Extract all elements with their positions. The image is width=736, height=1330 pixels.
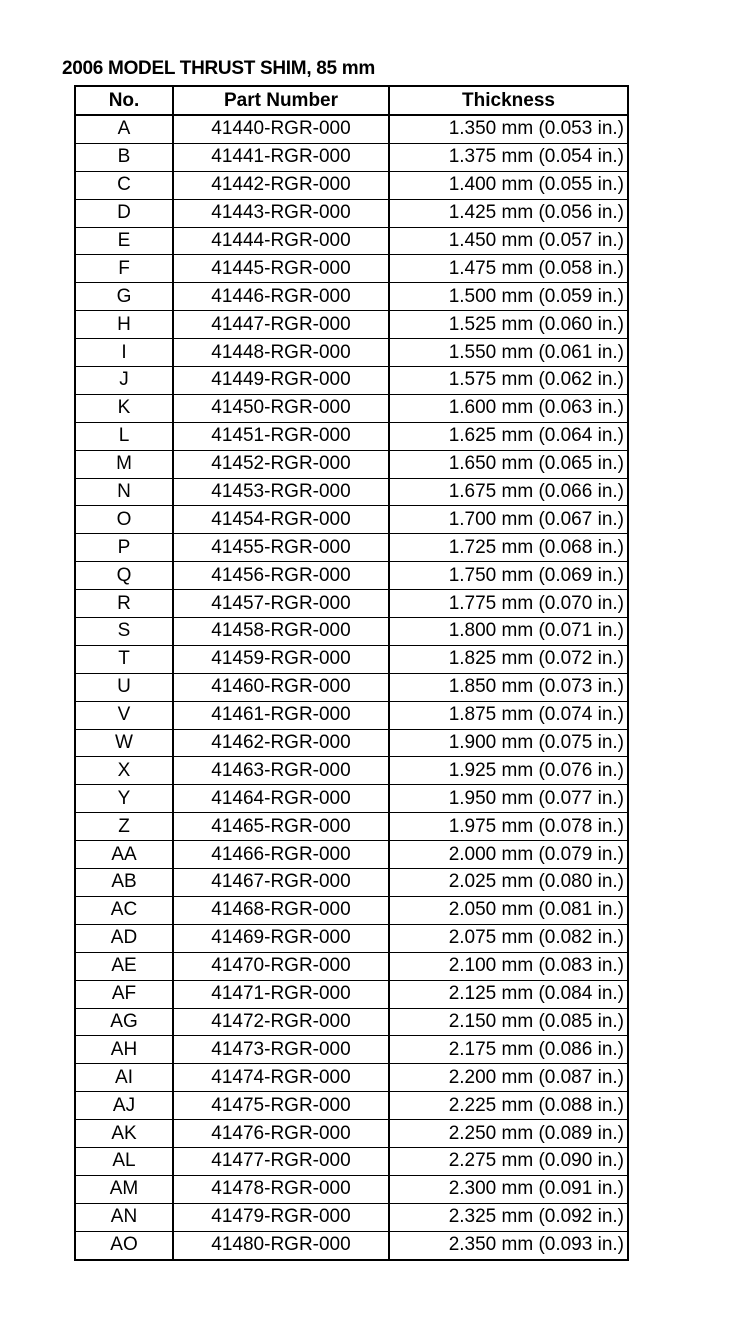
cell-no: AB <box>75 869 173 897</box>
cell-thickness: 2.150 mm (0.085 in.) <box>389 1008 628 1036</box>
cell-thickness: 1.550 mm (0.061 in.) <box>389 339 628 367</box>
table-row <box>75 924 628 952</box>
cell-no: I <box>75 339 173 367</box>
cell-thickness: 2.075 mm (0.082 in.) <box>389 924 628 952</box>
cell-thickness: 1.425 mm (0.056 in.) <box>389 199 628 227</box>
cell-thickness: 2.025 mm (0.080 in.) <box>389 869 628 897</box>
cell-no: O <box>75 506 173 534</box>
cell-no: AJ <box>75 1092 173 1120</box>
cell-thickness: 1.450 mm (0.057 in.) <box>389 227 628 255</box>
cell-no: G <box>75 283 173 311</box>
cell-part-number: 41477-RGR-000 <box>173 1147 389 1175</box>
cell-part-number: 41442-RGR-000 <box>173 171 389 199</box>
cell-no: K <box>75 394 173 422</box>
cell-part-number: 41473-RGR-000 <box>173 1036 389 1064</box>
cell-no: Q <box>75 562 173 590</box>
cell-part-number: 41479-RGR-000 <box>173 1203 389 1231</box>
cell-thickness: 1.750 mm (0.069 in.) <box>389 562 628 590</box>
cell-no: N <box>75 478 173 506</box>
cell-no: M <box>75 450 173 478</box>
cell-thickness: 2.125 mm (0.084 in.) <box>389 980 628 1008</box>
cell-part-number: 41472-RGR-000 <box>173 1008 389 1036</box>
cell-part-number: 41447-RGR-000 <box>173 311 389 339</box>
table-row <box>75 199 628 227</box>
cell-no: AC <box>75 896 173 924</box>
table-row <box>75 367 628 395</box>
cell-thickness: 2.100 mm (0.083 in.) <box>389 952 628 980</box>
cell-part-number: 41469-RGR-000 <box>173 924 389 952</box>
cell-part-number: 41462-RGR-000 <box>173 729 389 757</box>
cell-part-number: 41470-RGR-000 <box>173 952 389 980</box>
column-header-no: No. <box>75 86 173 115</box>
cell-part-number: 41458-RGR-000 <box>173 618 389 646</box>
cell-part-number: 41456-RGR-000 <box>173 562 389 590</box>
table-row <box>75 506 628 534</box>
cell-thickness: 1.375 mm (0.054 in.) <box>389 143 628 171</box>
table-row <box>75 283 628 311</box>
thrust-shim-table <box>74 85 629 1261</box>
cell-no: T <box>75 645 173 673</box>
cell-thickness: 1.500 mm (0.059 in.) <box>389 283 628 311</box>
table-row <box>75 1008 628 1036</box>
cell-no: R <box>75 590 173 618</box>
cell-no: L <box>75 422 173 450</box>
cell-part-number: 41464-RGR-000 <box>173 785 389 813</box>
cell-thickness: 2.250 mm (0.089 in.) <box>389 1120 628 1148</box>
cell-thickness: 2.275 mm (0.090 in.) <box>389 1147 628 1175</box>
cell-no: Y <box>75 785 173 813</box>
cell-thickness: 1.725 mm (0.068 in.) <box>389 534 628 562</box>
cell-thickness: 1.350 mm (0.053 in.) <box>389 115 628 143</box>
cell-no: AO <box>75 1231 173 1259</box>
cell-thickness: 1.975 mm (0.078 in.) <box>389 813 628 841</box>
table-row <box>75 227 628 255</box>
cell-thickness: 1.900 mm (0.075 in.) <box>389 729 628 757</box>
cell-part-number: 41453-RGR-000 <box>173 478 389 506</box>
cell-part-number: 41460-RGR-000 <box>173 673 389 701</box>
cell-part-number: 41475-RGR-000 <box>173 1092 389 1120</box>
table-row <box>75 143 628 171</box>
table-row <box>75 673 628 701</box>
cell-part-number: 41471-RGR-000 <box>173 980 389 1008</box>
cell-thickness: 2.050 mm (0.081 in.) <box>389 896 628 924</box>
cell-thickness: 1.475 mm (0.058 in.) <box>389 255 628 283</box>
cell-part-number: 41443-RGR-000 <box>173 199 389 227</box>
cell-thickness: 2.000 mm (0.079 in.) <box>389 841 628 869</box>
table-row <box>75 757 628 785</box>
cell-no: AL <box>75 1147 173 1175</box>
table-row <box>75 478 628 506</box>
cell-no: E <box>75 227 173 255</box>
table-row <box>75 618 628 646</box>
cell-thickness: 1.875 mm (0.074 in.) <box>389 701 628 729</box>
table-row <box>75 115 628 143</box>
cell-no: AD <box>75 924 173 952</box>
table-row <box>75 785 628 813</box>
cell-no: Z <box>75 813 173 841</box>
table-row <box>75 1092 628 1120</box>
cell-part-number: 41444-RGR-000 <box>173 227 389 255</box>
table-row <box>75 562 628 590</box>
cell-thickness: 1.625 mm (0.064 in.) <box>389 422 628 450</box>
cell-no: X <box>75 757 173 785</box>
cell-thickness: 1.525 mm (0.060 in.) <box>389 311 628 339</box>
cell-part-number: 41459-RGR-000 <box>173 645 389 673</box>
column-header-thickness: Thickness <box>389 86 628 115</box>
table-row <box>75 1147 628 1175</box>
cell-thickness: 1.775 mm (0.070 in.) <box>389 590 628 618</box>
cell-part-number: 41463-RGR-000 <box>173 757 389 785</box>
cell-part-number: 41448-RGR-000 <box>173 339 389 367</box>
table-row <box>75 813 628 841</box>
table-row <box>75 171 628 199</box>
cell-no: A <box>75 115 173 143</box>
cell-no: V <box>75 701 173 729</box>
table-row <box>75 1231 628 1259</box>
table-row <box>75 339 628 367</box>
cell-part-number: 41478-RGR-000 <box>173 1175 389 1203</box>
page-title: 2006 MODEL THRUST SHIM, 85 mm <box>62 58 375 79</box>
table-row <box>75 1064 628 1092</box>
cell-thickness: 1.950 mm (0.077 in.) <box>389 785 628 813</box>
table-row <box>75 701 628 729</box>
cell-part-number: 41467-RGR-000 <box>173 869 389 897</box>
cell-no: U <box>75 673 173 701</box>
cell-part-number: 41457-RGR-000 <box>173 590 389 618</box>
cell-no: AE <box>75 952 173 980</box>
table-row <box>75 590 628 618</box>
table-header <box>75 86 628 115</box>
cell-thickness: 2.200 mm (0.087 in.) <box>389 1064 628 1092</box>
cell-no: W <box>75 729 173 757</box>
cell-thickness: 1.925 mm (0.076 in.) <box>389 757 628 785</box>
cell-part-number: 41445-RGR-000 <box>173 255 389 283</box>
cell-thickness: 2.300 mm (0.091 in.) <box>389 1175 628 1203</box>
cell-no: AN <box>75 1203 173 1231</box>
cell-no: J <box>75 367 173 395</box>
cell-thickness: 1.700 mm (0.067 in.) <box>389 506 628 534</box>
cell-no: AG <box>75 1008 173 1036</box>
cell-thickness: 2.175 mm (0.086 in.) <box>389 1036 628 1064</box>
cell-thickness: 2.225 mm (0.088 in.) <box>389 1092 628 1120</box>
table-row <box>75 394 628 422</box>
table-row <box>75 534 628 562</box>
cell-no: F <box>75 255 173 283</box>
cell-part-number: 41480-RGR-000 <box>173 1231 389 1259</box>
cell-part-number: 41452-RGR-000 <box>173 450 389 478</box>
cell-no: AA <box>75 841 173 869</box>
cell-thickness: 2.350 mm (0.093 in.) <box>389 1231 628 1259</box>
cell-thickness: 1.825 mm (0.072 in.) <box>389 645 628 673</box>
table-row <box>75 450 628 478</box>
table-row <box>75 255 628 283</box>
cell-part-number: 41450-RGR-000 <box>173 394 389 422</box>
cell-thickness: 1.675 mm (0.066 in.) <box>389 478 628 506</box>
cell-thickness: 1.650 mm (0.065 in.) <box>389 450 628 478</box>
cell-part-number: 41465-RGR-000 <box>173 813 389 841</box>
cell-thickness: 1.850 mm (0.073 in.) <box>389 673 628 701</box>
column-header-part-number: Part Number <box>173 86 389 115</box>
table-row <box>75 1203 628 1231</box>
cell-part-number: 41474-RGR-000 <box>173 1064 389 1092</box>
table-row <box>75 1036 628 1064</box>
table-body <box>75 115 628 1260</box>
table-row <box>75 311 628 339</box>
table-row <box>75 1175 628 1203</box>
cell-part-number: 41476-RGR-000 <box>173 1120 389 1148</box>
cell-part-number: 41455-RGR-000 <box>173 534 389 562</box>
cell-no: D <box>75 199 173 227</box>
cell-no: C <box>75 171 173 199</box>
cell-thickness: 1.400 mm (0.055 in.) <box>389 171 628 199</box>
cell-part-number: 41446-RGR-000 <box>173 283 389 311</box>
cell-no: B <box>75 143 173 171</box>
cell-thickness: 1.800 mm (0.071 in.) <box>389 618 628 646</box>
table-row <box>75 952 628 980</box>
cell-part-number: 41440-RGR-000 <box>173 115 389 143</box>
cell-no: P <box>75 534 173 562</box>
table-row <box>75 422 628 450</box>
cell-part-number: 41449-RGR-000 <box>173 367 389 395</box>
table-row <box>75 1120 628 1148</box>
cell-part-number: 41451-RGR-000 <box>173 422 389 450</box>
cell-part-number: 41454-RGR-000 <box>173 506 389 534</box>
cell-part-number: 41461-RGR-000 <box>173 701 389 729</box>
table-row <box>75 729 628 757</box>
table-row <box>75 645 628 673</box>
cell-part-number: 41468-RGR-000 <box>173 896 389 924</box>
table-row <box>75 896 628 924</box>
cell-no: S <box>75 618 173 646</box>
cell-no: AI <box>75 1064 173 1092</box>
table-row <box>75 869 628 897</box>
cell-no: H <box>75 311 173 339</box>
cell-no: AM <box>75 1175 173 1203</box>
cell-no: AH <box>75 1036 173 1064</box>
header-row <box>75 86 628 115</box>
cell-part-number: 41441-RGR-000 <box>173 143 389 171</box>
cell-no: AF <box>75 980 173 1008</box>
cell-no: AK <box>75 1120 173 1148</box>
cell-thickness: 1.575 mm (0.062 in.) <box>389 367 628 395</box>
table-row <box>75 841 628 869</box>
table-row <box>75 980 628 1008</box>
cell-part-number: 41466-RGR-000 <box>173 841 389 869</box>
cell-thickness: 1.600 mm (0.063 in.) <box>389 394 628 422</box>
cell-thickness: 2.325 mm (0.092 in.) <box>389 1203 628 1231</box>
